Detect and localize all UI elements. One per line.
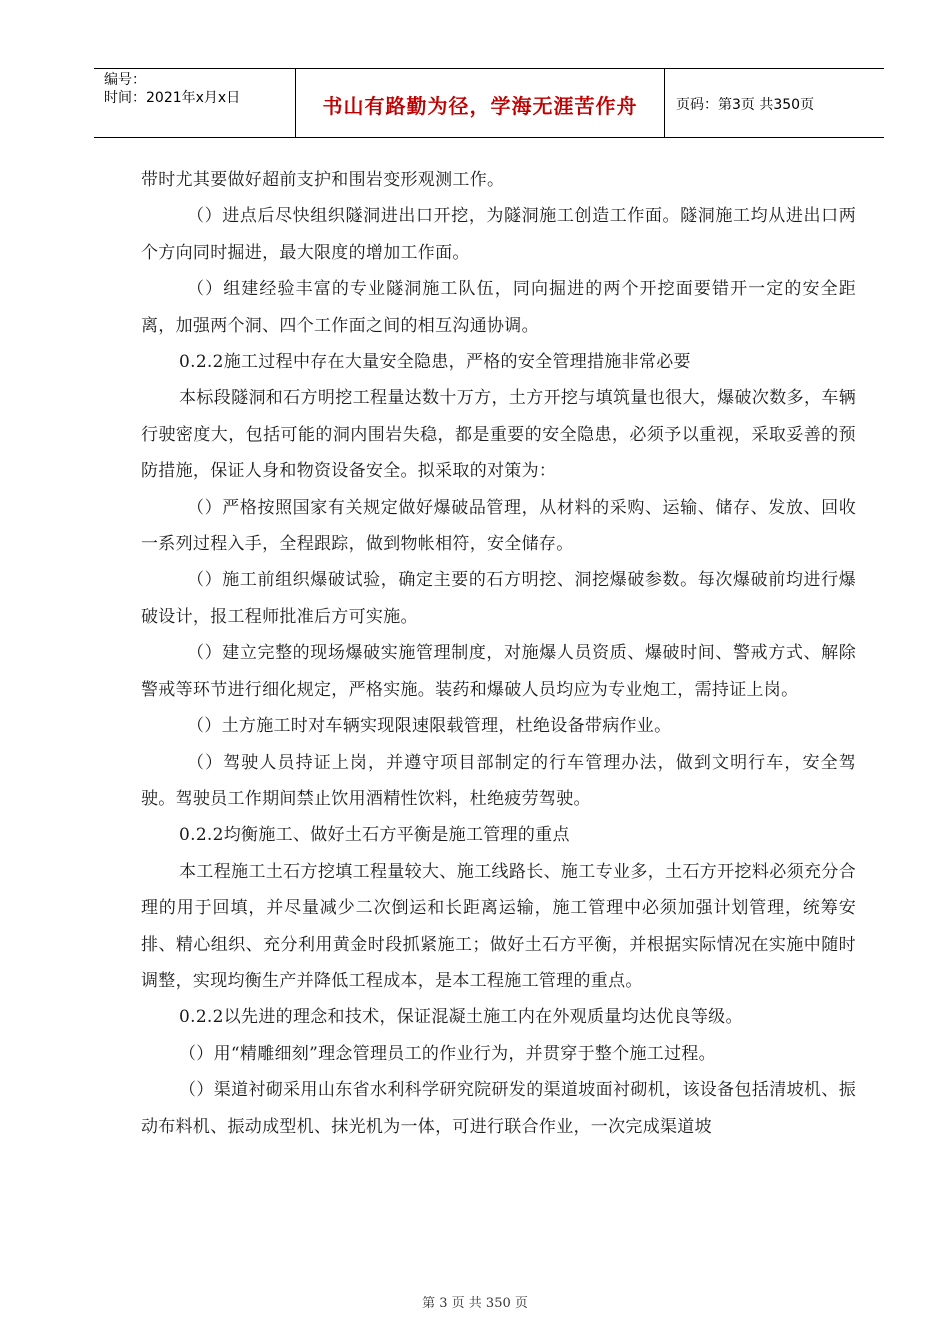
paragraph: （）建立完整的现场爆破实施管理制度，对施爆人员资质、爆破时间、警戒方式、解除警戒等环节进行细化规定，严格实施。装药和爆破人员均应为专业炮工，需持证上岗。 [141, 643, 856, 700]
header-page-number: 页码：第3页 共350页 [676, 97, 815, 113]
paragraph: （）组建经验丰富的专业隧洞施工队伍，同向掘进的两个开挖面要错开一定的安全距离，加强两个洞、四个工作面之间的相互沟通协调。 [141, 279, 856, 336]
header-divider [664, 69, 665, 137]
paragraph: （）土方施工时对车辆实现限速限载管理，杜绝设备带病作业。 [187, 716, 672, 737]
document-time: 时间：2021年x月x日 [104, 90, 241, 106]
page-header [94, 68, 884, 138]
paragraph: （）严格按照国家有关规定做好爆破品管理，从材料的采购、运输、储存、发放、回收一系列过程入手，全程跟踪，做到物帐相符，安全储存。 [141, 497, 856, 555]
header-motto: 书山有路勤为径，学海无涯苦作舟 [322, 94, 638, 118]
paragraph: （）渠道衬砌采用山东省水利科学研究院研发的渠道坡面衬砌机，该设备包括清坡机、振动布料机、振动成型机、抹光机为一体，可进行联合作业，一次完成渠道坡 [141, 1080, 856, 1137]
paragraph: （）驾驶人员持证上岗，并遵守项目部制定的行车管理办法，做到文明行车，安全驾驶。驾驶员工作期间禁止饮用酒精性饮料，杜绝疲劳驾驶。 [141, 752, 856, 809]
paragraph: （）用“精雕细刻”理念管理员工的作业行为，并贯穿于整个施工过程。 [179, 1043, 716, 1064]
paragraph: 带时尤其要做好超前支护和围岩变形观测工作。 [141, 170, 505, 190]
header-meta [104, 71, 240, 107]
section-heading: 0.2.2以先进的理念和技术，保证混凝土施工内在外观质量均达优良等级。 [179, 1007, 743, 1028]
document-body [141, 162, 856, 1145]
document-number-label: 编号： [104, 72, 146, 88]
paragraph: （）施工前组织爆破试验，确定主要的石方明挖、洞挖爆破参数。每次爆破前均进行爆破设计，报工程师批准后方可实施。 [141, 570, 856, 627]
paragraph: （）进点后尽快组织隧洞进出口开挖，为隧洞施工创造工作面。隧洞施工均从进出口两个方向同时掘进，最大限度的增加工作面。 [141, 206, 856, 263]
paragraph: 本工程施工土石方挖填工程量较大、施工线路长、施工专业多，土石方开挖料必须充分合理的用于回填，并尽量减少二次倒运和长距离运输，施工管理中必须加强计划管理，统筹安排、精心组织、充分利用黄金时段抓紧施工；做好土石方平衡，并根据实际情况在实施中随时调整，实现均衡生产并降低工程成本，是本工程施工管理的重点。 [141, 861, 856, 991]
page-footer: 第 3 页 共 350 页 [422, 1296, 528, 1311]
paragraph: 本标段隧洞和石方明挖工程量达数十万方，土方开挖与填筑量也很大，爆破次数多，车辆行驶密度大，包括可能的洞内围岩失稳，都是重要的安全隐患，必须予以重视，采取妥善的预防措施，保证人身和物资设备安全。拟采取的对策为： [141, 388, 856, 482]
section-heading: 0.2.2均衡施工、做好土石方平衡是施工管理的重点 [179, 825, 570, 846]
section-heading: 0.2.2施工过程中存在大量安全隐患，严格的安全管理措施非常必要 [179, 352, 691, 373]
